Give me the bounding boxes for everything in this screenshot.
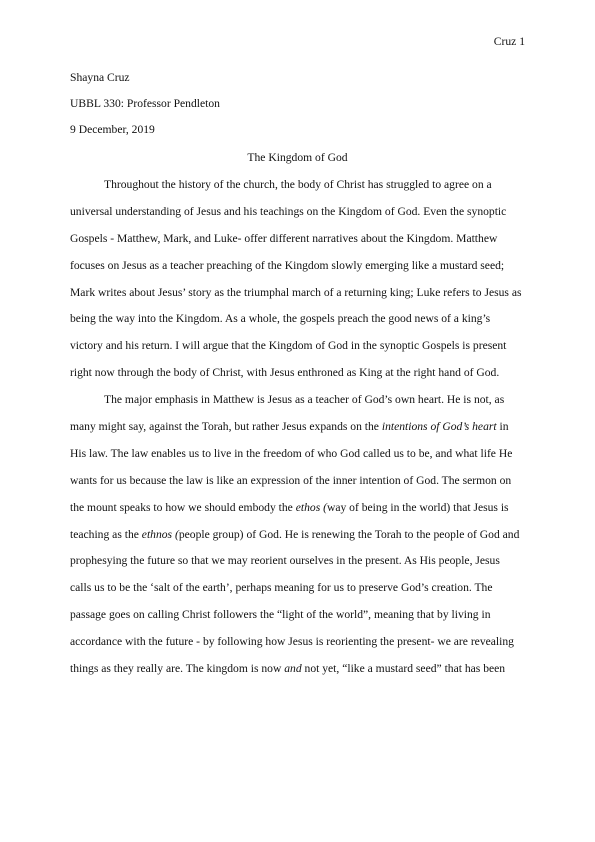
paragraph2-line-3: His law. The law enables us to live in the freedom of who God called us to be, and what life He: [70, 447, 513, 460]
paragraph1-line-3: Gospels - Matthew, Mark, and Luke- offer different narratives about the Kingdom. Matthew: [70, 232, 498, 245]
paragraph1-line-8: right now through the body of Christ, with Jesus enthroned as King at the right hand of God.: [70, 366, 500, 379]
paragraph2-line-10: accordance with the future - by following how Jesus is reorienting the present- we are revealing: [70, 635, 514, 648]
paragraph2-line-5-text-a: the mount speaks to how we should embody the: [70, 501, 296, 514]
paragraph2-line-8: calls us to be the ‘salt of the earth’, perhaps meaning for us to preserve God’s creation. The: [70, 581, 493, 594]
paragraph1-line-2: universal understanding of Jesus and his teachings on the Kingdom of God. Even the synoptic: [70, 205, 507, 218]
paragraph2-line-11-text-c: not yet, “like a mustard seed” that has been: [301, 662, 506, 675]
emphasis-ethos: ethos (: [295, 501, 327, 514]
paragraph2-line-4: wants for us because the law is like an expression of the inner intention of God. The sermon on: [70, 474, 512, 487]
paragraph2-line-2-text-a: many might say, against the Torah, but rather Jesus expands on the: [70, 420, 382, 433]
paragraph2-line-11: [70, 661, 505, 677]
paragraph2-line-6: [70, 527, 519, 543]
paragraph2-line-9: passage goes on calling Christ followers the “light of the world”, meaning that by living in: [70, 608, 491, 621]
paragraph1-line-4: focuses on Jesus as a teacher preaching of the Kingdom slowly emerging like a mustard seed;: [70, 259, 505, 272]
paper-title: The Kingdom of God: [247, 151, 348, 164]
author-name: Shayna Cruz: [70, 71, 130, 84]
paragraph2-line-5: [70, 500, 509, 516]
paragraph2-line-2-text-c: in: [496, 420, 509, 433]
paragraph2-line-5-text-c: way of being in the world) that Jesus is: [326, 501, 509, 514]
paragraph2-line-6-text-a: teaching as the: [70, 528, 142, 541]
paragraph1-line-1: Throughout the history of the church, the body of Christ has struggled to agree on a: [104, 178, 492, 191]
paragraph1-line-5: Mark writes about Jesus’ story as the triumphal march of a returning king; Luke refers to Jesus as: [70, 286, 522, 299]
paragraph2-line-6-text-c: people group) of God. He is renewing the Torah to the people of God and: [178, 528, 520, 541]
emphasis-and: and: [284, 662, 302, 675]
emphasis-intentions-of-gods-heart: intentions of God’s heart: [381, 420, 497, 433]
paragraph2-line-1: The major emphasis in Matthew is Jesus as a teacher of God’s own heart. He is not, as: [104, 393, 505, 406]
paragraph2-line-2: [70, 419, 509, 435]
paragraph1-line-6: being the way into the Kingdom. As a whole, the gospels preach the good news of a king’s: [70, 312, 491, 325]
paragraph2-line-7: prophesying the future so that we may reorient ourselves in the present. As His people, Jesus: [70, 554, 500, 567]
running-header-page-number: Cruz 1: [493, 35, 525, 48]
paragraph1-line-7: victory and his return. I will argue that the Kingdom of God in the synoptic Gospels is present: [70, 339, 507, 352]
emphasis-ethnos: ethnos (: [141, 528, 179, 541]
submission-date: 9 December, 2019: [70, 123, 155, 136]
course-and-professor: UBBL 330: Professor Pendleton: [70, 97, 220, 110]
paragraph2-line-11-text-a: things as they really are. The kingdom is now: [70, 662, 285, 675]
